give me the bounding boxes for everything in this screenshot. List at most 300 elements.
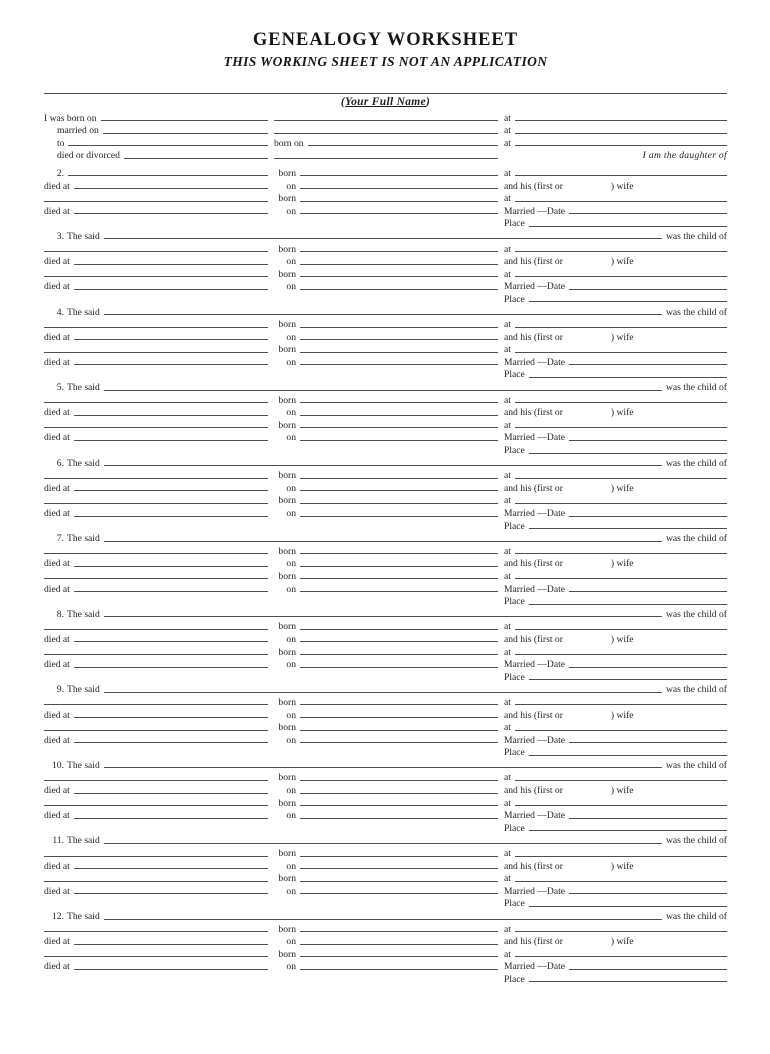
father-name-field[interactable] bbox=[44, 327, 268, 328]
mother-born-place-cell bbox=[504, 571, 727, 582]
died-at-label: died at bbox=[44, 180, 70, 192]
ancestor-section bbox=[44, 305, 727, 381]
form-row bbox=[44, 393, 727, 406]
mother-died-date-field[interactable] bbox=[300, 969, 498, 970]
ancestor-name-field[interactable] bbox=[104, 541, 662, 542]
the-said-label: The said bbox=[67, 382, 100, 394]
born-on-label: I was born on bbox=[44, 112, 97, 124]
father-died-date-field[interactable] bbox=[300, 944, 498, 945]
mother-died-cell bbox=[44, 357, 268, 368]
form-row bbox=[44, 796, 727, 809]
mother-died-date-cell bbox=[274, 508, 498, 519]
section-header-row bbox=[44, 834, 727, 847]
mother-died-cell bbox=[44, 659, 268, 670]
section-header-row bbox=[44, 456, 727, 469]
mother-name-cell bbox=[44, 654, 268, 658]
father-died-place-field[interactable] bbox=[74, 339, 268, 340]
section-number: 12. bbox=[52, 911, 64, 922]
born-label: born bbox=[278, 570, 296, 582]
father-born-place-field[interactable] bbox=[515, 629, 727, 630]
father-name-field[interactable] bbox=[44, 478, 268, 479]
father-born-date-field[interactable] bbox=[300, 931, 498, 932]
own-birth-cont-cell bbox=[274, 120, 498, 124]
father-born-date-field[interactable] bbox=[300, 780, 498, 781]
form-row bbox=[44, 330, 727, 343]
father-died-date-cell bbox=[274, 407, 498, 418]
form-row bbox=[44, 418, 727, 431]
parents-marriage-place-field[interactable] bbox=[529, 226, 727, 227]
father-died-date-field[interactable] bbox=[300, 868, 498, 869]
father-born-date-field[interactable] bbox=[300, 856, 498, 857]
father-born-cell bbox=[274, 772, 498, 783]
father-born-date-field[interactable] bbox=[300, 704, 498, 705]
father-died-place-field[interactable] bbox=[74, 415, 268, 416]
born-on-mid-label: born on bbox=[274, 137, 304, 149]
father-died-place-field[interactable] bbox=[74, 868, 268, 869]
mother-name-field[interactable] bbox=[44, 352, 268, 353]
mother-died-place-field[interactable] bbox=[74, 591, 268, 592]
mother-died-date-field[interactable] bbox=[300, 818, 498, 819]
father-born-place-field[interactable] bbox=[515, 175, 727, 176]
parents-marriage-date-field[interactable] bbox=[569, 516, 727, 517]
place-label: Place bbox=[504, 671, 525, 683]
mother-born-date-field[interactable] bbox=[300, 503, 498, 504]
father-died-cell bbox=[44, 634, 268, 645]
at-label: at bbox=[504, 621, 511, 633]
section-header-row bbox=[44, 305, 727, 318]
father-born-date-field[interactable] bbox=[300, 478, 498, 479]
spouse-birth-date-field[interactable] bbox=[308, 145, 498, 146]
wife-label: ) wife bbox=[610, 633, 634, 645]
father-name-cell bbox=[44, 629, 268, 633]
ancestor-name-field[interactable] bbox=[104, 843, 662, 844]
father-born-date-field[interactable] bbox=[300, 175, 498, 176]
father-died-date-field[interactable] bbox=[300, 490, 498, 491]
top-divider bbox=[44, 93, 727, 94]
on-label: on bbox=[286, 508, 296, 519]
mother-name-cell bbox=[44, 427, 268, 431]
wife-ordinal-cell bbox=[504, 181, 727, 192]
first-or-label: and his (first or bbox=[504, 180, 563, 192]
born-label: born bbox=[278, 873, 296, 885]
mother-died-place-field[interactable] bbox=[74, 667, 268, 668]
mother-born-date-field[interactable] bbox=[300, 730, 498, 731]
child-of-label: was the child of bbox=[665, 382, 727, 394]
father-born-cell bbox=[274, 244, 498, 255]
father-name-cell bbox=[44, 856, 268, 860]
father-died-place-field[interactable] bbox=[74, 264, 268, 265]
mother-died-place-field[interactable] bbox=[74, 969, 268, 970]
mother-born-place-cell bbox=[504, 344, 727, 355]
form-row bbox=[44, 318, 727, 331]
form-row bbox=[44, 494, 727, 507]
parents-marriage-place-field[interactable] bbox=[529, 755, 727, 756]
ancestor-section bbox=[44, 456, 727, 532]
form-row bbox=[44, 620, 727, 633]
page-title: GENEALOGY WORKSHEET bbox=[252, 30, 519, 50]
father-died-date-field[interactable] bbox=[300, 717, 498, 718]
ancestor-name-field[interactable] bbox=[104, 390, 662, 391]
father-born-date-field[interactable] bbox=[300, 553, 498, 554]
father-died-date-cell bbox=[274, 634, 498, 645]
married-date-label: Married —Date bbox=[504, 583, 566, 595]
mother-born-date-field[interactable] bbox=[300, 276, 498, 277]
father-died-date-cell bbox=[274, 181, 498, 192]
on-label: on bbox=[286, 785, 296, 797]
father-died-place-field[interactable] bbox=[74, 490, 268, 491]
father-born-cell bbox=[274, 621, 498, 632]
father-born-date-field[interactable] bbox=[300, 402, 498, 403]
own-marriage-date-field[interactable] bbox=[103, 133, 268, 134]
mother-born-place-field[interactable] bbox=[515, 730, 727, 731]
mother-born-place-field[interactable] bbox=[515, 201, 727, 202]
wife-ordinal-cell bbox=[504, 936, 727, 947]
ancestor-sections bbox=[44, 166, 727, 985]
marriage-place-cell bbox=[504, 125, 727, 136]
father-died-place-field[interactable] bbox=[74, 944, 268, 945]
parents-marriage-date-field[interactable] bbox=[569, 440, 727, 441]
parents-marriage-place-field[interactable] bbox=[529, 528, 727, 529]
form-row bbox=[44, 658, 727, 671]
ancestor-name-field[interactable] bbox=[104, 692, 662, 693]
mother-name-field[interactable] bbox=[44, 276, 268, 277]
on-label: on bbox=[286, 407, 296, 419]
wife-ordinal-cell bbox=[504, 483, 727, 494]
parents-marriage-place-field[interactable] bbox=[529, 453, 727, 454]
form-row bbox=[44, 872, 727, 885]
mother-name-cell bbox=[44, 805, 268, 809]
born-label: born bbox=[278, 722, 296, 734]
mother-died-place-field[interactable] bbox=[74, 364, 268, 365]
mother-died-date-cell bbox=[274, 206, 498, 217]
mother-born-place-cell bbox=[504, 949, 727, 960]
form-row bbox=[44, 519, 727, 532]
father-died-date-cell bbox=[274, 710, 498, 721]
mother-died-place-field[interactable] bbox=[74, 516, 268, 517]
mother-born-place-field[interactable] bbox=[515, 805, 727, 806]
form-row bbox=[44, 443, 727, 456]
mother-born-date-field[interactable] bbox=[300, 578, 498, 579]
father-died-date-field[interactable] bbox=[300, 641, 498, 642]
caption-open-paren: ( bbox=[340, 96, 346, 108]
died-at-label: died at bbox=[44, 885, 70, 897]
father-born-place-field[interactable] bbox=[515, 402, 727, 403]
parents-marriage-place-field[interactable] bbox=[529, 301, 727, 302]
father-name-cell bbox=[44, 251, 268, 255]
form-row bbox=[44, 960, 727, 973]
form-row bbox=[44, 166, 727, 179]
mother-died-date-field[interactable] bbox=[300, 591, 498, 592]
mother-born-cell bbox=[274, 571, 498, 582]
section-header-row bbox=[44, 758, 727, 771]
form-row bbox=[44, 255, 727, 268]
mother-died-date-field[interactable] bbox=[300, 742, 498, 743]
parents-marriage-date-field[interactable] bbox=[569, 742, 727, 743]
mother-died-cell bbox=[44, 432, 268, 443]
form-row bbox=[44, 217, 727, 230]
father-died-place-field[interactable] bbox=[74, 793, 268, 794]
form-row bbox=[44, 670, 727, 683]
form-row bbox=[44, 204, 727, 217]
mother-born-place-field[interactable] bbox=[515, 503, 727, 504]
father-born-place-cell bbox=[504, 772, 727, 783]
parents-marriage-place-field[interactable] bbox=[529, 679, 727, 680]
parents-marriage-date-field[interactable] bbox=[569, 364, 727, 365]
on-label: on bbox=[286, 558, 296, 570]
mother-name-field[interactable] bbox=[44, 427, 268, 428]
father-born-place-field[interactable] bbox=[515, 780, 727, 781]
child-of-label: was the child of bbox=[665, 230, 727, 242]
father-born-place-cell bbox=[504, 621, 727, 632]
mother-born-date-field[interactable] bbox=[300, 805, 498, 806]
ancestor-section bbox=[44, 909, 727, 985]
mother-name-field[interactable] bbox=[44, 956, 268, 957]
father-born-place-field[interactable] bbox=[515, 931, 727, 932]
father-name-field[interactable] bbox=[44, 629, 268, 630]
parents-marriage-place-field[interactable] bbox=[529, 906, 727, 907]
ancestor-section bbox=[44, 166, 727, 229]
form-row bbox=[44, 292, 727, 305]
own-birth-date-cont-field[interactable] bbox=[274, 120, 498, 121]
mother-born-cell bbox=[274, 420, 498, 431]
at-label: at bbox=[504, 873, 511, 885]
parents-marriage-date-field[interactable] bbox=[569, 591, 727, 592]
form-row bbox=[44, 695, 727, 708]
wife-ordinal-cell bbox=[504, 785, 727, 796]
father-born-place-cell bbox=[504, 546, 727, 557]
mother-died-date-field[interactable] bbox=[300, 893, 498, 894]
parents-marriage-date-field[interactable] bbox=[569, 969, 727, 970]
mother-died-place-field[interactable] bbox=[74, 893, 268, 894]
mother-name-field[interactable] bbox=[44, 503, 268, 504]
at-label: at bbox=[504, 923, 511, 935]
parents-marriage-place-field[interactable] bbox=[529, 604, 727, 605]
died-at-label: died at bbox=[44, 734, 70, 746]
mother-died-date-field[interactable] bbox=[300, 364, 498, 365]
father-died-date-field[interactable] bbox=[300, 339, 498, 340]
father-born-place-field[interactable] bbox=[515, 251, 727, 252]
father-died-cell bbox=[44, 861, 268, 872]
parents-marriage-date-field[interactable] bbox=[569, 893, 727, 894]
father-name-field[interactable] bbox=[44, 780, 268, 781]
form-row bbox=[44, 481, 727, 494]
born-label: born bbox=[278, 167, 296, 179]
section-number-inline: 2. bbox=[56, 167, 64, 179]
married-date-label: Married —Date bbox=[504, 961, 566, 973]
mother-born-place-field[interactable] bbox=[515, 956, 727, 957]
parents-marriage-date-field[interactable] bbox=[569, 289, 727, 290]
own-birth-date-field[interactable] bbox=[101, 120, 269, 121]
mother-died-date-field[interactable] bbox=[300, 667, 498, 668]
father-born-cell bbox=[274, 319, 498, 330]
form-row bbox=[44, 897, 727, 910]
father-born-place-field[interactable] bbox=[515, 704, 727, 705]
married-date-label: Married —Date bbox=[504, 432, 566, 444]
father-died-place-field[interactable] bbox=[74, 188, 268, 189]
father-died-date-field[interactable] bbox=[300, 264, 498, 265]
death-divorce-cont-field[interactable] bbox=[274, 158, 498, 159]
father-born-place-cell bbox=[504, 697, 727, 708]
form-row bbox=[44, 242, 727, 255]
father-born-place-field[interactable] bbox=[515, 856, 727, 857]
ancestor-name-field[interactable] bbox=[104, 919, 662, 920]
caption-close-paren: ) bbox=[425, 96, 431, 108]
form-row bbox=[44, 343, 727, 356]
place-label: Place bbox=[504, 520, 525, 532]
mother-born-date-field[interactable] bbox=[300, 201, 498, 202]
mother-born-place-field[interactable] bbox=[515, 578, 727, 579]
mother-died-date-field[interactable] bbox=[300, 516, 498, 517]
parents-marriage-place-field[interactable] bbox=[529, 830, 727, 831]
mother-born-place-field[interactable] bbox=[515, 427, 727, 428]
mother-died-cell bbox=[44, 206, 268, 217]
father-died-place-field[interactable] bbox=[74, 717, 268, 718]
the-said-label: The said bbox=[67, 684, 100, 696]
form-row bbox=[44, 368, 727, 381]
mother-born-date-field[interactable] bbox=[300, 881, 498, 882]
father-died-place-field[interactable] bbox=[74, 566, 268, 567]
mother-born-cell bbox=[274, 269, 498, 280]
mother-born-place-cell bbox=[504, 420, 727, 431]
mother-died-date-field[interactable] bbox=[300, 213, 498, 214]
at-label: at bbox=[504, 243, 511, 255]
mother-died-date-field[interactable] bbox=[300, 289, 498, 290]
mother-name-field[interactable] bbox=[44, 654, 268, 655]
at-label: at bbox=[504, 137, 511, 149]
married-date-label: Married —Date bbox=[504, 810, 566, 822]
wife-ordinal-cell bbox=[504, 256, 727, 267]
father-name-field[interactable] bbox=[44, 856, 268, 857]
parents-marriage-place-field[interactable] bbox=[529, 377, 727, 378]
parents-marriage-date-field[interactable] bbox=[569, 667, 727, 668]
ancestor-name-field[interactable] bbox=[104, 238, 662, 239]
married-date-label: Married —Date bbox=[504, 205, 566, 217]
mother-died-place-field[interactable] bbox=[74, 440, 268, 441]
own-birth-cell bbox=[44, 113, 268, 124]
father-born-date-field[interactable] bbox=[300, 251, 498, 252]
father-name-cell bbox=[44, 402, 268, 406]
died-at-label: died at bbox=[44, 961, 70, 973]
father-name-field[interactable] bbox=[68, 175, 268, 176]
on-label: on bbox=[286, 659, 296, 671]
ancestor-section bbox=[44, 683, 727, 759]
spouse-birth-cell bbox=[274, 138, 498, 149]
ancestor-name-field[interactable] bbox=[104, 465, 662, 466]
father-name-field[interactable] bbox=[44, 402, 268, 403]
father-name-field[interactable] bbox=[44, 704, 268, 705]
mother-died-place-field[interactable] bbox=[74, 289, 268, 290]
father-born-cell bbox=[274, 848, 498, 859]
parents-marriage-date-field[interactable] bbox=[569, 213, 727, 214]
mother-born-place-cell bbox=[504, 722, 727, 733]
mother-died-date-cell bbox=[274, 961, 498, 972]
mother-born-place-field[interactable] bbox=[515, 276, 727, 277]
marriage-date-cell bbox=[504, 281, 727, 292]
first-or-label: and his (first or bbox=[504, 860, 563, 872]
form-row bbox=[44, 192, 727, 205]
form-row bbox=[44, 746, 727, 759]
place-label: Place bbox=[504, 973, 525, 985]
father-died-date-field[interactable] bbox=[300, 566, 498, 567]
mother-died-date-cell bbox=[274, 810, 498, 821]
mother-name-field[interactable] bbox=[44, 805, 268, 806]
mother-died-place-field[interactable] bbox=[74, 818, 268, 819]
father-born-place-field[interactable] bbox=[515, 327, 727, 328]
section-header-row bbox=[44, 532, 727, 545]
father-born-date-field[interactable] bbox=[300, 629, 498, 630]
ancestor-name-field[interactable] bbox=[104, 767, 662, 768]
born-label: born bbox=[278, 646, 296, 658]
father-born-place-field[interactable] bbox=[515, 478, 727, 479]
first-or-label: and his (first or bbox=[504, 558, 563, 570]
own-birth-place-field[interactable] bbox=[515, 120, 727, 121]
father-died-place-field[interactable] bbox=[74, 641, 268, 642]
parents-marriage-place-field[interactable] bbox=[529, 981, 727, 982]
own-marriage-place-field[interactable] bbox=[515, 133, 727, 134]
at-label: at bbox=[504, 319, 511, 331]
died-at-label: died at bbox=[44, 860, 70, 872]
father-name-field[interactable] bbox=[44, 251, 268, 252]
death-divorce-date-field[interactable] bbox=[124, 158, 268, 159]
mother-died-place-field[interactable] bbox=[74, 213, 268, 214]
married-date-label: Married —Date bbox=[504, 734, 566, 746]
ancestor-name-field[interactable] bbox=[104, 314, 662, 315]
spouse-birth-place-field[interactable] bbox=[515, 145, 727, 146]
mother-died-place-field[interactable] bbox=[74, 742, 268, 743]
born-label: born bbox=[278, 621, 296, 633]
mother-born-place-cell bbox=[504, 798, 727, 809]
father-died-date-cell bbox=[274, 936, 498, 947]
mother-born-cell bbox=[274, 647, 498, 658]
father-born-cell bbox=[274, 395, 498, 406]
spouse-name-field[interactable] bbox=[68, 145, 268, 146]
father-died-date-field[interactable] bbox=[300, 793, 498, 794]
father-died-date-field[interactable] bbox=[300, 415, 498, 416]
father-name-field[interactable] bbox=[44, 553, 268, 554]
mother-name-cell bbox=[44, 352, 268, 356]
at-label: at bbox=[504, 772, 511, 784]
mother-born-place-field[interactable] bbox=[515, 881, 727, 882]
born-label: born bbox=[278, 243, 296, 255]
died-at-label: died at bbox=[44, 256, 70, 268]
mother-died-date-field[interactable] bbox=[300, 440, 498, 441]
on-label: on bbox=[286, 734, 296, 746]
mother-name-field[interactable] bbox=[44, 881, 268, 882]
mother-name-field[interactable] bbox=[44, 730, 268, 731]
father-name-field[interactable] bbox=[44, 931, 268, 932]
father-died-date-field[interactable] bbox=[300, 188, 498, 189]
mother-name-field[interactable] bbox=[44, 201, 268, 202]
mother-name-field[interactable] bbox=[44, 578, 268, 579]
died-at-label: died at bbox=[44, 331, 70, 343]
mother-born-date-field[interactable] bbox=[300, 427, 498, 428]
spouse-birth-place-cell bbox=[504, 138, 727, 149]
mother-born-date-field[interactable] bbox=[300, 654, 498, 655]
first-or-label: and his (first or bbox=[504, 785, 563, 797]
ancestor-name-field[interactable] bbox=[104, 616, 662, 617]
father-born-date-field[interactable] bbox=[300, 327, 498, 328]
form-row bbox=[44, 355, 727, 368]
father-born-place-cell bbox=[504, 168, 727, 179]
father-died-cell bbox=[44, 332, 268, 343]
father-born-place-field[interactable] bbox=[515, 553, 727, 554]
own-marriage-date-cont-field[interactable] bbox=[274, 133, 498, 134]
parents-marriage-date-field[interactable] bbox=[569, 818, 727, 819]
mother-born-date-field[interactable] bbox=[300, 956, 498, 957]
mother-born-place-field[interactable] bbox=[515, 352, 727, 353]
mother-born-place-field[interactable] bbox=[515, 654, 727, 655]
mother-born-date-field[interactable] bbox=[300, 352, 498, 353]
